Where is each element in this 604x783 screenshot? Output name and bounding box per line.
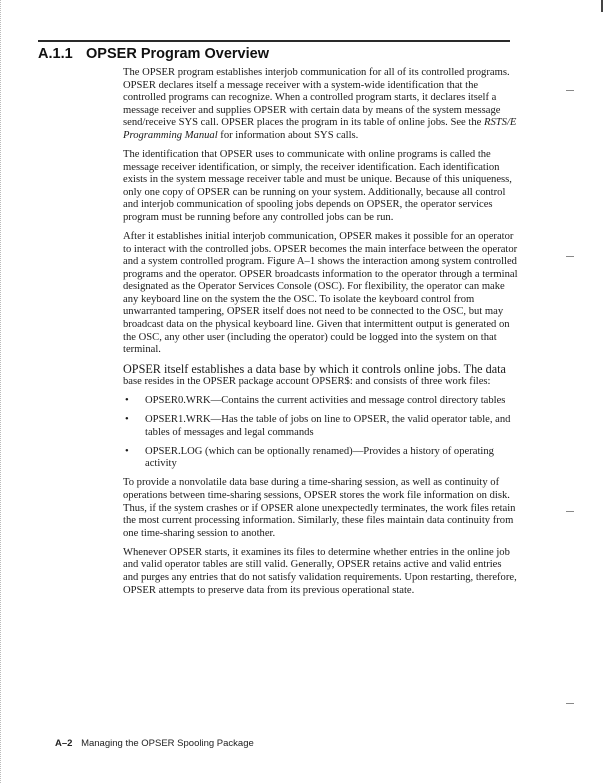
paragraph-restart: Whenever OPSER starts, it examines its files to determine whether entries in the online job and valid operator tables are still valid. Generally, OPSER retains active and valid entries and purges any entries that do not satisfy validation requirements. Upon restarting, therefore, OPSER attempts to preserve data from its previous operational state. [123, 546, 517, 596]
body-text [123, 67, 518, 603]
list-item [123, 414, 518, 439]
list-item [123, 446, 518, 471]
page-footer [55, 738, 254, 749]
margin-tick [566, 511, 574, 512]
section-rule [38, 40, 510, 42]
footer-title: Managing the OPSER Spooling Package [81, 738, 254, 749]
work-file-list [123, 395, 518, 471]
list-item-text: OPSER1.WRK—Has the table of jobs on line to OPSER, the valid operator table, and tables of messages and legal commands [145, 414, 511, 438]
bullet: • [125, 395, 129, 407]
margin-tick [566, 256, 574, 257]
scan-left-edge [0, 0, 2, 783]
manual-reference: RSTS/E Programming Manual [123, 117, 517, 141]
margin-tick [566, 90, 574, 91]
paragraph-text: The OPSER program establishes interjob communication for all of its controlled programs. OPSER declares itself a message receiver with a system-wide identification that the controlled programs can recognize. When a controlled program starts, it declares itself a message receiver and supplies OPSER with certain data by means of the system message send/receive SYS call. OPSER places the program in its table of online jobs. See the [123, 67, 510, 129]
page-number: A–2 [55, 738, 73, 749]
margin-tick [566, 703, 574, 704]
paragraph-data-base: base resides in the OPSER package account OPSER$: and consists of three work files: [123, 376, 491, 388]
bullet: • [125, 445, 129, 457]
section-title: OPSER Program Overview [86, 46, 269, 62]
section-number: A.1.1 [38, 46, 73, 62]
section-heading [38, 46, 269, 62]
scan-corner-mark [601, 0, 603, 12]
list-item-text: OPSER.LOG (which can be optionally renamed)—Provides a history of operating activity [145, 445, 494, 470]
paragraph-data-base-lead: OPSER itself establishes a data base by which it controls online jobs. The data [123, 362, 506, 377]
paragraph-text: for information about SYS calls. [217, 129, 359, 141]
paragraph-operator-interaction: After it establishes initial interjob communication, OPSER makes it possible for an operator to interact with the controlled jobs. OPSER becomes the main interface between the operator and a system controlled program. Figure A–1 shows the interaction among system controlled programs and the operator. OPSER broadcasts information to the operator through a terminal designated as the Operator Services Console (OSC). For flexibility, the operator can make any keyboard line on the system the the OSC. To isolate the keyboard control from unwarranted tampering, OPSER itself does not need to be connected to the OSC, but may broadcast data on the physical keyboard line. Given that intermittent output is generated on the OSC, any other user (including the operator) could be logged into the system on that terminal. [123, 230, 518, 356]
bullet: • [125, 414, 129, 426]
list-item [123, 395, 518, 408]
list-item-text: OPSER0.WRK—Contains the current activities and message control directory tables [145, 395, 506, 407]
paragraph-receiver-id: The identification that OPSER uses to communicate with online programs is called the message receiver identification, or simply, the receiver identification. Each identification exists in the system message receiver table and must be unique. Because of this uniqueness, only one copy of OPSER can be running on your system. Additionally, because all control and interjob communication of spooling jobs depends on OPSER, the operator services program must be running before any controlled jobs can be run. [123, 148, 512, 223]
paragraph-nonvolatile: To provide a nonvolatile data base during a time-sharing session, as well as continuity of operations between time-sharing sessions, OPSER stores the work file information on disk. Thus, if the system crashes or if OPSER alone unexpectedly terminates, the work files retain the most current processing information. Similarly, these files maintain data continuity from one time-sharing session to another. [123, 477, 516, 539]
paragraph-intro [123, 67, 518, 143]
